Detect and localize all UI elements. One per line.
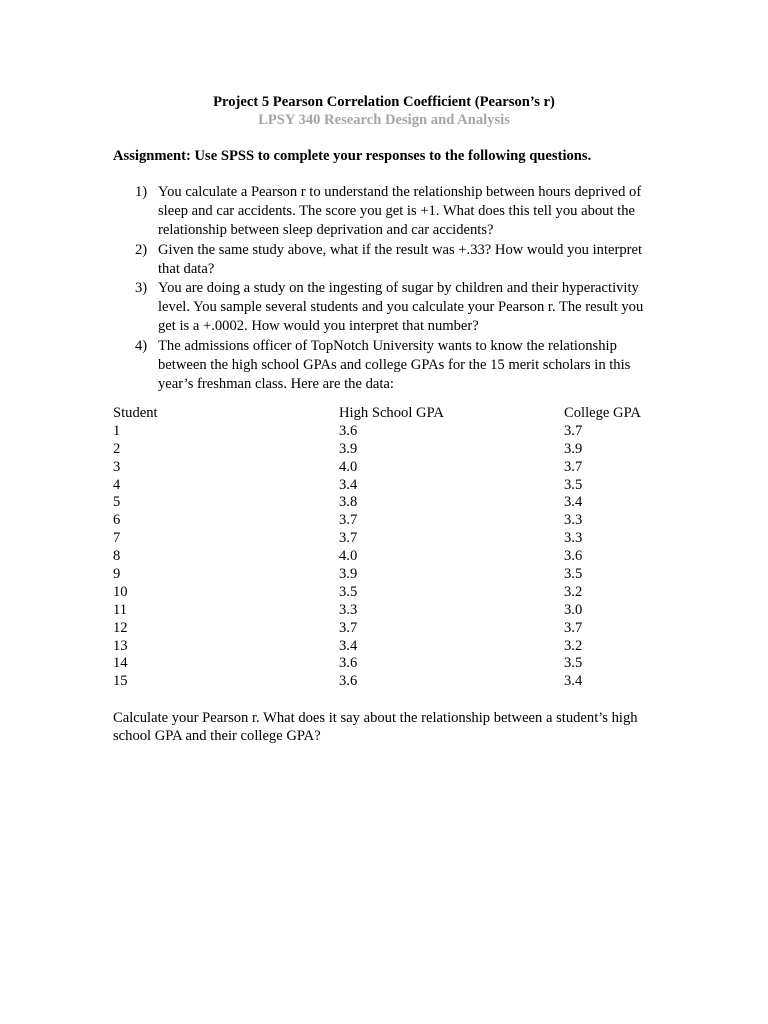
- column-header-student: Student: [113, 405, 158, 421]
- cell-student: 7: [113, 530, 121, 547]
- cell-student: 12: [113, 619, 128, 636]
- question-list: [113, 183, 658, 394]
- question-number: 2): [135, 241, 148, 258]
- question-text: You are doing a study on the ingesting of sugar by children and their hyperactivity level. You sample several students and you calculate your Pearson r. The result you get is a +.0002. How would you interpret that number?: [158, 280, 644, 335]
- cell-high-school-gpa: 3.6: [339, 655, 358, 672]
- cell-college-gpa: 3.3: [564, 512, 583, 529]
- cell-student: 2: [113, 440, 121, 457]
- cell-student: 8: [113, 548, 121, 565]
- question-number: 3): [135, 280, 148, 297]
- column-header-high-school-gpa: High School GPA: [339, 405, 444, 421]
- document-title: Project 5 Pearson Correlation Coefficient (Pearson’s r): [213, 94, 555, 110]
- gpa-table: [113, 405, 673, 691]
- table-row: [113, 584, 673, 602]
- question-text: Given the same study above, what if the result was +.33? How would you interpret that data?: [158, 241, 643, 277]
- cell-high-school-gpa: 4.0: [339, 458, 358, 475]
- question-number: 1): [135, 184, 148, 200]
- cell-high-school-gpa: 3.4: [339, 476, 358, 493]
- cell-college-gpa: 3.5: [564, 655, 583, 672]
- course-subtitle: LPSY 340 Research Design and Analysis: [258, 112, 510, 128]
- cell-college-gpa: 3.5: [564, 476, 583, 493]
- question-number: 4): [135, 337, 148, 354]
- cell-student: 4: [113, 476, 121, 493]
- cell-college-gpa: 3.7: [564, 422, 583, 439]
- table-row: [113, 459, 673, 477]
- table-row: [113, 530, 673, 548]
- table-row: [113, 441, 673, 459]
- cell-student: 10: [113, 583, 128, 600]
- table-row: [113, 673, 673, 691]
- question-item: [113, 337, 658, 395]
- cell-college-gpa: 3.7: [564, 458, 583, 475]
- cell-student: 11: [113, 601, 128, 618]
- closing-question: Calculate your Pearson r. What does it say about the relationship between a student’s high school GPA and their college GPA?: [113, 710, 638, 744]
- cell-college-gpa: 3.5: [564, 566, 583, 583]
- cell-high-school-gpa: 3.7: [339, 619, 358, 636]
- question-text: You calculate a Pearson r to understand the relationship between hours deprived of sleep and car accidents. The score you get is +1. What does this tell you about the relationship between sleep deprivation and car accidents?: [158, 184, 642, 239]
- cell-high-school-gpa: 3.9: [339, 440, 358, 457]
- cell-student: 1: [113, 422, 121, 439]
- cell-high-school-gpa: 3.4: [339, 637, 358, 654]
- table-row: [113, 548, 673, 566]
- cell-college-gpa: 3.4: [564, 494, 583, 511]
- column-header-college-gpa: College GPA: [564, 405, 641, 421]
- question-text: The admissions officer of TopNotch University wants to know the relationship between the high school GPAs and college GPAs for the 15 merit scholars in this year’s freshman class. Here are the data:: [158, 337, 631, 393]
- table-header-row: [113, 405, 673, 423]
- table-row: [113, 655, 673, 673]
- table-body: [113, 423, 673, 691]
- table-row: [113, 477, 673, 495]
- question-item: [113, 241, 658, 279]
- cell-high-school-gpa: 3.8: [339, 494, 358, 511]
- table-row: [113, 423, 673, 441]
- cell-high-school-gpa: 4.0: [339, 548, 358, 565]
- cell-student: 13: [113, 637, 128, 654]
- cell-high-school-gpa: 3.6: [339, 422, 358, 439]
- cell-student: 3: [113, 458, 121, 475]
- question-item: [113, 279, 658, 337]
- cell-student: 6: [113, 512, 121, 529]
- table-row: [113, 566, 673, 584]
- table-row: [113, 512, 673, 530]
- cell-high-school-gpa: 3.3: [339, 601, 358, 618]
- cell-student: 15: [113, 673, 128, 690]
- cell-student: 5: [113, 494, 121, 511]
- cell-college-gpa: 3.2: [564, 583, 583, 600]
- cell-high-school-gpa: 3.6: [339, 673, 358, 690]
- cell-college-gpa: 3.2: [564, 637, 583, 654]
- table-row: [113, 494, 673, 512]
- cell-high-school-gpa: 3.9: [339, 566, 358, 583]
- cell-high-school-gpa: 3.7: [339, 530, 358, 547]
- assignment-instruction: Assignment: Use SPSS to complete your responses to the following questions.: [113, 148, 592, 164]
- cell-college-gpa: 3.9: [564, 440, 583, 457]
- table-row: [113, 602, 673, 620]
- cell-college-gpa: 3.7: [564, 619, 583, 636]
- cell-high-school-gpa: 3.5: [339, 583, 358, 600]
- cell-high-school-gpa: 3.7: [339, 512, 358, 529]
- table-row: [113, 620, 673, 638]
- cell-college-gpa: 3.6: [564, 548, 583, 565]
- table-row: [113, 638, 673, 656]
- cell-student: 9: [113, 566, 121, 583]
- question-item: [113, 183, 658, 241]
- cell-college-gpa: 3.3: [564, 530, 583, 547]
- cell-student: 14: [113, 655, 128, 672]
- cell-college-gpa: 3.0: [564, 601, 583, 618]
- cell-college-gpa: 3.4: [564, 673, 583, 690]
